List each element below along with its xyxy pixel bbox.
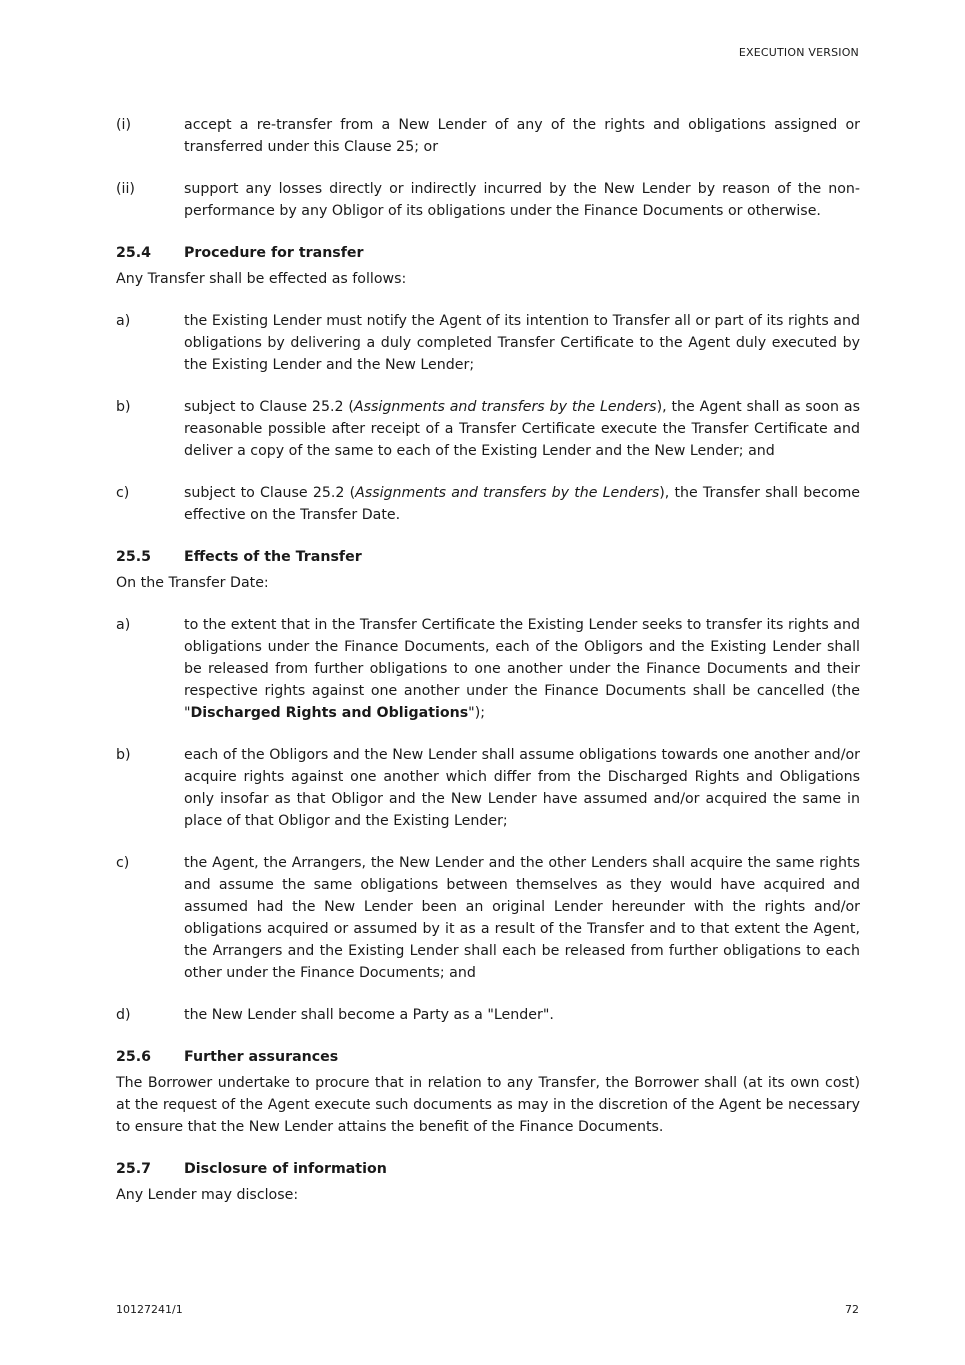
list-item-text	[184, 482, 860, 526]
list-item-number: a)	[116, 617, 131, 633]
list-item	[116, 614, 860, 724]
text-run: subject to Clause 25.2 (	[184, 485, 356, 501]
document-body	[116, 114, 860, 1226]
list-item-number: d)	[116, 1007, 131, 1023]
text-run: ), the Transfer shall become effective on the Transfer Date.	[184, 485, 861, 523]
section-heading-25-4	[116, 242, 860, 264]
list-item-number: (i)	[116, 117, 132, 133]
section-number: 25.6	[116, 1049, 152, 1065]
list-item	[116, 852, 860, 984]
section-heading-25-6	[116, 1046, 860, 1068]
text-run: ");	[468, 705, 486, 721]
section-number: 25.7	[116, 1161, 152, 1177]
section-intro: Any Lender may disclose:	[116, 1187, 299, 1203]
clause-reference: Assignments and transfers by the Lenders	[355, 485, 660, 501]
section-number: 25.5	[116, 549, 152, 565]
section-heading-25-5	[116, 546, 860, 568]
list-item-number: b)	[116, 399, 131, 415]
list-item	[116, 396, 860, 462]
document-id: 10127241/1	[116, 1303, 183, 1316]
list-item-number: (ii)	[116, 181, 135, 197]
section-title: Further assurances	[184, 1049, 339, 1065]
list-item-number: a)	[116, 313, 131, 329]
section-intro: Any Transfer shall be effected as follows:	[116, 271, 407, 287]
list-item	[116, 178, 860, 222]
clause-reference: Assignments and transfers by the Lenders	[353, 399, 657, 415]
section-paragraph: The Borrower undertake to procure that in relation to any Transfer, the Borrower shall (at its own cost) at the request of the Agent execute such documents as may in the discretion of the Agent be necessary to ensure that the New Lender attains the benefit of the Finance Documents.	[116, 1075, 860, 1135]
list-item-text	[184, 614, 860, 724]
text-run: ), the Agent shall as soon as reasonable possible after receipt of a Transfer Certificate execute the Transfer Certificate and deliver a copy of the same to each of the Existing Lender and the New Lender; and	[184, 399, 860, 459]
page-number: 72	[845, 1303, 859, 1316]
list-item	[116, 1004, 860, 1026]
text-run: subject to Clause 25.2 (	[184, 399, 354, 415]
list-item-number: b)	[116, 747, 131, 763]
list-item-text: the Agent, the Arrangers, the New Lender and the other Lenders shall acquire the same rights and assume the same obligations between themselves as they would have acquired and assumed had the New Lender been an original Lender hereunder with the rights and/or obligations acquired or assumed by it as a result of the Transfer and to that extent the Agent, the Arrangers and the Existing Lender shall each be released from further obligations to each other under the Finance Documents; and	[184, 855, 860, 981]
section-intro: On the Transfer Date:	[116, 575, 269, 591]
section-heading-25-7	[116, 1158, 860, 1180]
list-item	[116, 482, 860, 526]
document-version-label: EXECUTION VERSION	[738, 46, 859, 59]
list-item-text: each of the Obligors and the New Lender shall assume obligations towards one another and/or acquire rights against one another which differ from the Discharged Rights and Obligations only insofar as that Obligor and the New Lender have assumed and/or acquired the same in place of that Obligor and the Existing Lender;	[184, 747, 860, 829]
list-item	[116, 744, 860, 832]
list-item-number: c)	[116, 855, 130, 871]
list-item-text: support any losses directly or indirectly incurred by the New Lender by reason of the non-performance by any Obligor of its obligations under the Finance Documents or otherwise.	[184, 181, 860, 219]
list-item-text: the New Lender shall become a Party as a "Lender".	[184, 1007, 554, 1023]
defined-term: Discharged Rights and Obligations	[190, 705, 469, 721]
section-number: 25.4	[116, 245, 152, 261]
section-title: Effects of the Transfer	[184, 549, 362, 565]
list-item	[116, 310, 860, 376]
list-item	[116, 114, 860, 158]
list-item-text: the Existing Lender must notify the Agent of its intention to Transfer all or part of its rights and obligations by delivering a duly completed Transfer Certificate to the Agent duly executed by the Existing Lender and the New Lender;	[184, 313, 860, 373]
list-item-text: accept a re-transfer from a New Lender of any of the rights and obligations assigned or transferred under this Clause 25; or	[184, 117, 860, 155]
list-item-text	[184, 396, 860, 462]
text-run: to the extent that in the Transfer Certificate the Existing Lender seeks to transfer its rights and obligations under the Finance Documents, each of the Obligors and the Existing Lender shall be released from further obligations to one another under the Finance Documents and their respective rights against one another under the Finance Documents shall be cancelled (the "	[184, 617, 860, 721]
section-title: Disclosure of information	[184, 1161, 387, 1177]
list-item-number: c)	[116, 485, 130, 501]
section-title: Procedure for transfer	[184, 245, 364, 261]
